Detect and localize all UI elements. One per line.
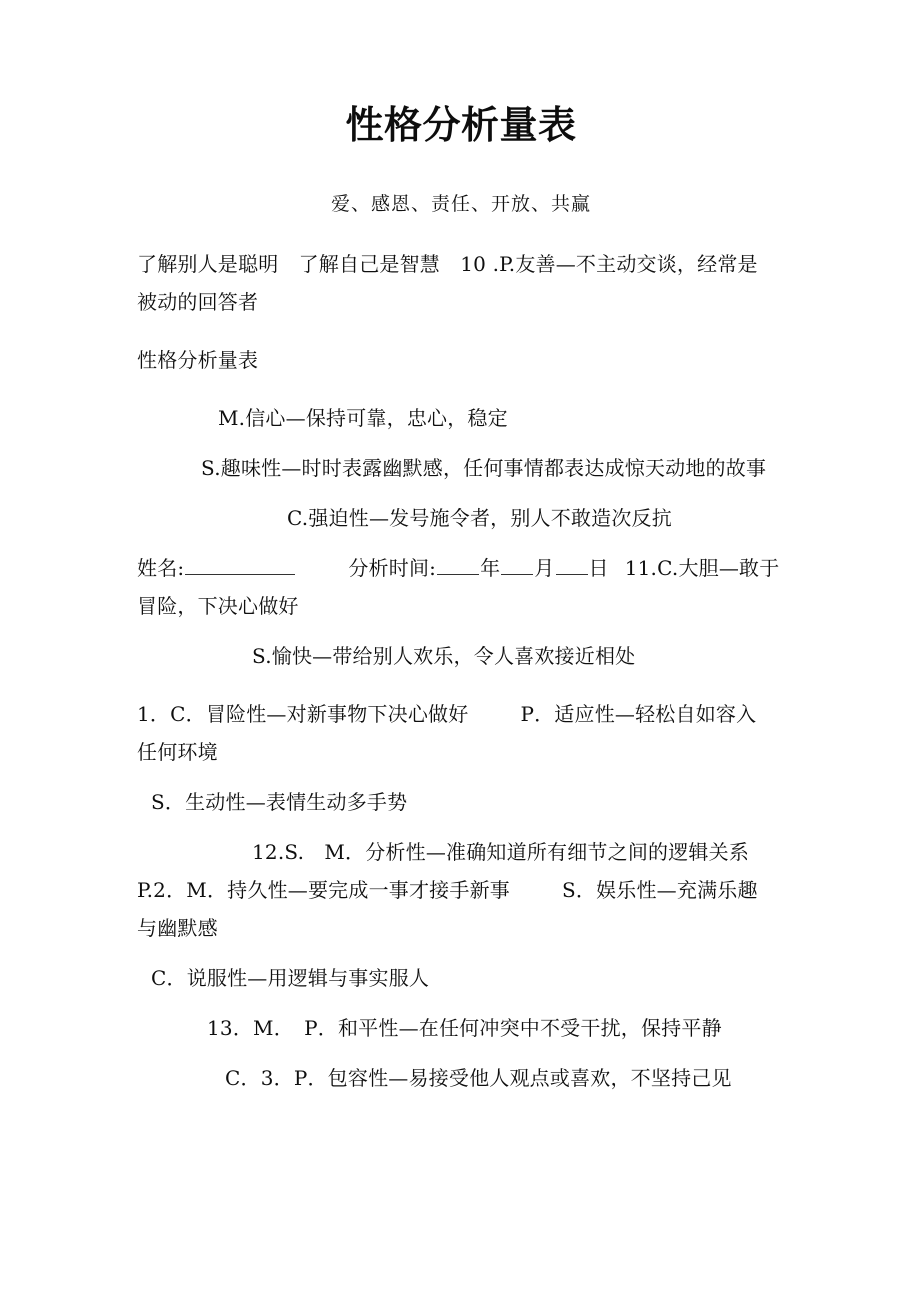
trait-s-humor-paragraph: [137, 449, 785, 487]
heading-repeat-line: 性格分析量表: [137, 348, 259, 372]
trait-s-vivid-line: S．生动性—表情生动多手势: [151, 790, 408, 814]
trait-s-pleasant-line: S.愉快—带给别人欢乐，令人喜欢接近相处: [252, 644, 636, 668]
year-unit-label: 年: [480, 556, 501, 580]
trait-s-humor-line: S.趣味性—时时表露幽默感，任何事情都表达成惊天动地的故事: [201, 456, 767, 480]
trait-c-compulsive-paragraph: [137, 499, 785, 537]
item-11-text: 11.C.大胆—敢于: [624, 556, 780, 580]
trait-m-confidence-line: M.信心—保持可靠，忠心，稳定: [218, 406, 508, 430]
item-2-line: [137, 871, 785, 909]
trait-s-vivid-paragraph: [137, 783, 785, 821]
item-2-left-text: P.2．M．持久性—要完成一事才接手新事: [137, 878, 510, 902]
item-2-continuation: 与幽默感: [137, 916, 218, 940]
item-3-line: C．3．P．包容性—易接受他人观点或喜欢，不坚持己见: [225, 1066, 732, 1090]
form-line: [137, 549, 785, 587]
item-3-paragraph: [137, 1059, 785, 1097]
heading-repeat-paragraph: [137, 341, 785, 379]
form-row: [137, 549, 785, 625]
item-2-paragraph: [137, 871, 785, 947]
item-1-left-text: 1．C．冒险性—对新事物下决心做好: [137, 702, 469, 726]
item-13-line: 13．M． P．和平性—在任何冲突中不受干扰，保持平静: [207, 1016, 722, 1040]
item-1-continuation: 任何环境: [137, 740, 218, 764]
name-label: 姓名:: [137, 556, 185, 580]
trait-s-pleasant-paragraph: [137, 637, 785, 675]
name-input-blank[interactable]: [185, 553, 295, 575]
item-13-paragraph: [137, 1009, 785, 1047]
month-unit-label: 月: [534, 556, 555, 580]
item-2-right-text: S．娱乐性—充满乐趣: [561, 878, 758, 902]
date-label: 分析时间:: [348, 556, 437, 580]
page-title: 性格分析量表: [345, 103, 577, 147]
item-12-line: 12.S. M．分析性—准确知道所有细节之间的逻辑关系: [252, 840, 750, 864]
intro-paragraph: [137, 245, 785, 321]
trait-c-compulsive-line: C.强迫性—发号施令者，别人不敢造次反抗: [287, 506, 672, 530]
day-unit-label: 日: [588, 556, 609, 580]
item-11-continuation: 冒险，下决心做好: [137, 594, 299, 618]
month-input-blank[interactable]: [501, 553, 533, 575]
item-1-line: [137, 695, 785, 733]
trait-c-persuasive-line: C．说服性—用逻辑与事实服人: [151, 966, 430, 990]
item-1-paragraph: [137, 695, 785, 771]
intro-line-1: 了解别人是聪明 了解自己是智慧 10 .P.友善—不主动交谈，经常是: [137, 252, 758, 276]
trait-m-confidence-paragraph: [137, 399, 785, 437]
document-subtitle: 爱、感恩、责任、开放、共赢: [330, 193, 591, 215]
item-12-paragraph: [137, 833, 785, 871]
trait-c-persuasive-paragraph: [137, 959, 785, 997]
document-body: [137, 0, 785, 1097]
year-input-blank[interactable]: [437, 553, 479, 575]
day-input-blank[interactable]: [556, 553, 588, 575]
intro-line-2: 被动的回答者: [137, 290, 259, 314]
item-1-right-text: P．适应性—轻松自如容入: [520, 702, 757, 726]
